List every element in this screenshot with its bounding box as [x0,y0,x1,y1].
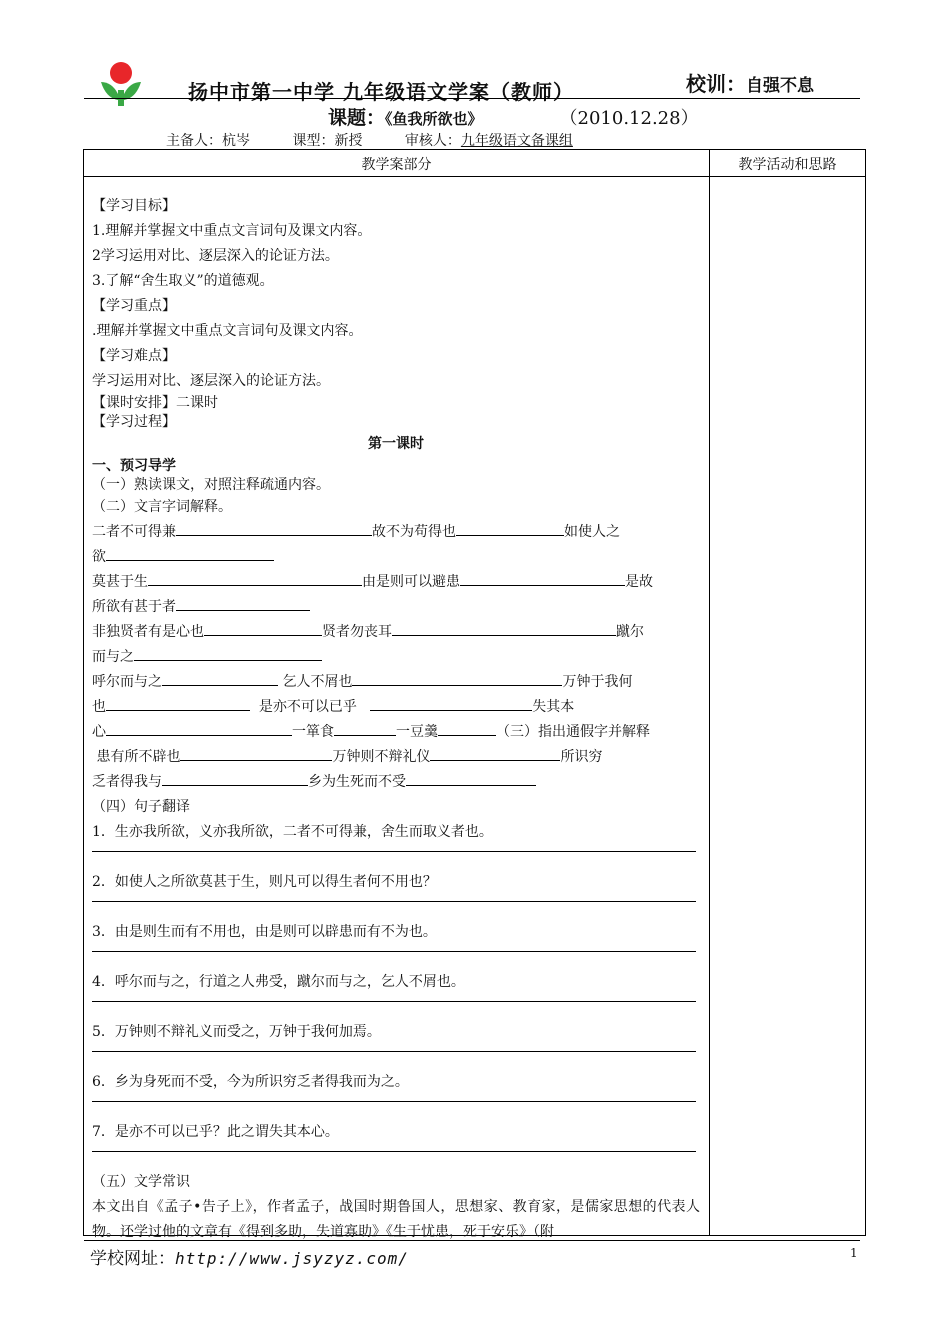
footer-rule [84,1240,860,1241]
process-heading: 【学习过程】 [92,414,176,430]
school-url-link[interactable]: http://www.jsyzyz.com/ [175,1249,409,1268]
school-logo [96,60,146,110]
reviewer-label: 审核人： [404,133,461,149]
translate-item: 7．是亦不可以已乎？此之谓失其本心。 [92,1124,339,1140]
translate-item: 1．生亦我所欲，义亦我所欲，二者不可得兼，舍生而取义者也。 [92,824,493,840]
translate-item: 6．乡为身死而不受，今为所识穷乏者得我而为之。 [92,1074,409,1090]
footer: 学校网址：http://www.jsyzyz.com/ [90,1249,409,1269]
focus-heading: 【学习重点】 [92,298,176,314]
vocab-line: 心 一箪食 一豆羹 （三）指出通假字并解释 [92,720,700,745]
answer-line [92,1051,696,1052]
preparer: 主备人：杭岑 [166,133,250,149]
variant-line: 患有所不辟也 万钟则不辩礼仪 所识穷 [92,745,700,770]
literature-note: 本文出自《孟子•告子上》，作者孟子，战国时期鲁国人，思想家、教育家，是儒家思想的代表人物。还学过他的文章有《得到多助，失道寡助》《生于忧患，死于安乐》（附 [92,1199,700,1240]
answer-line [92,901,696,902]
lesson-one-heading: 第一课时 [368,436,424,452]
lesson-meta [166,130,573,150]
vocab-line: 莫甚于生 由是则可以避患 是故 [92,570,700,595]
vocab-line: 非独贤者有是心也 贤者勿丧耳 蹴尔 [92,620,700,645]
translate-item: 5．万钟则不辩礼义而受之，万钟于我何加焉。 [92,1024,381,1040]
column-header-plan: 教学案部分 [361,157,432,173]
vocab-line: 欲 [92,545,700,570]
answer-line [92,1101,696,1102]
column-header-activities: 教学活动和思路 [738,157,837,173]
answer-line [92,951,696,952]
goal-item: 1.理解并掌握文中重点文言词句及课文内容。 [92,223,372,239]
page-number: 1 [850,1246,858,1260]
variant-line: 乏者得我与 乡为生死而不受 [92,770,700,795]
answer-line [92,851,696,852]
vocab-line: 而与之 [92,645,700,670]
answer-line [92,1151,696,1152]
goal-item: 2学习运用对比、逐层深入的论证方法。 [92,248,339,264]
school-title: 扬中市第一中学 九年级语文学案（教师） [188,80,574,104]
task-text: （四）句子翻译 [92,799,190,815]
lesson-type: 课型：新授 [292,133,363,149]
goal-item: 3.了解“舍生取义”的道德观。 [92,273,274,289]
plan-content [92,194,700,1245]
difficulty-heading: 【学习难点】 [92,348,176,364]
school-motto: 校训：自强不息 [686,72,814,96]
vocab-line: 所欲有甚于者 [92,595,700,620]
section-heading: 一、预习导学 [92,458,176,474]
translate-item: 3．由是则生而有不用也，由是则可以辟患而有不为也。 [92,924,437,940]
answer-line [92,1001,696,1002]
vocab-line: 也 是亦不可以已乎 失其本 [92,695,700,720]
reviewer: 九年级语文备课组 [460,133,573,149]
vocab-line: 二者不可得兼 故不为苟得也 如使人之 [92,520,700,545]
vocab-line: 呼尔而与之 乞人不屑也 万钟于我何 [92,670,700,695]
task-text: （二）文言字词解释。 [92,499,232,515]
difficulty-text: 学习运用对比、逐层深入的论证方法。 [92,373,330,389]
task-text: （五）文学常识 [92,1174,190,1190]
lesson-table [83,149,866,1240]
lesson-title: 课题：《鱼我所欲也》 （2010.12.28） [328,107,699,129]
task-text: （一）熟读课文，对照注释疏通内容。 [92,477,330,493]
goals-heading: 【学习目标】 [92,198,176,214]
focus-text: .理解并掌握文中重点文言词句及课文内容。 [92,323,363,339]
header-rule [84,98,860,99]
schedule: 【课时安排】二课时 [92,395,218,411]
translate-item: 2．如使人之所欲莫甚于生，则凡可以得生者何不用也？ [92,874,437,890]
translate-item: 4．呼尔而与之，行道之人弗受，蹴尔而与之，乞人不屑也。 [92,974,465,990]
